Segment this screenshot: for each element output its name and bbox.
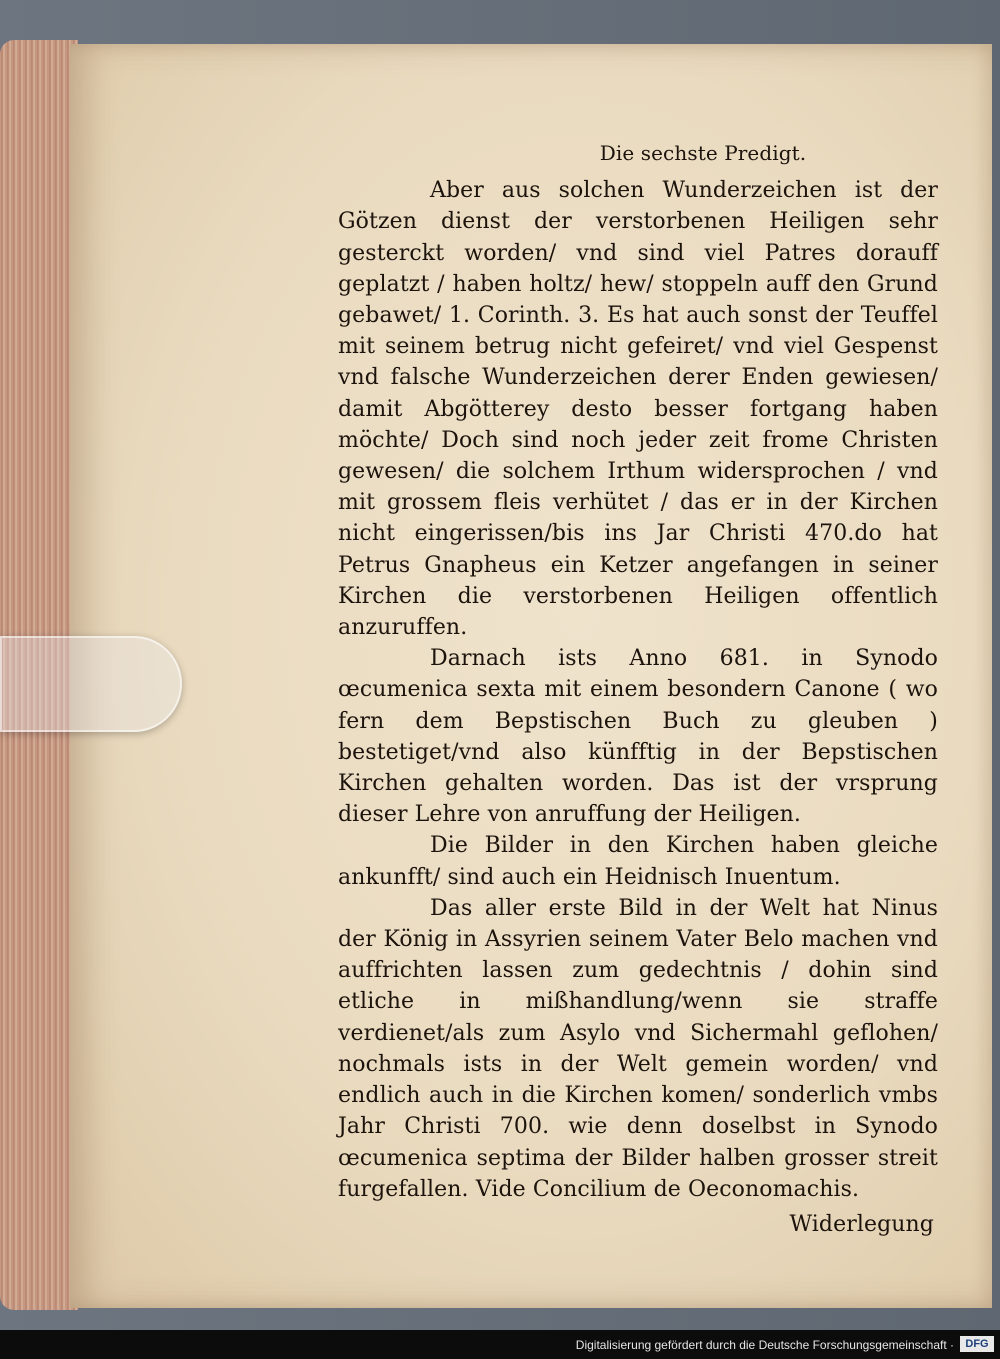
paragraph-4: Das aller erste Bild in der Welt hat Ninus der König in Assyrien seinem Vater Belo machen vnd auffrichten lassen zum gedechtnis / dohin sind etliche in mißhandlung/wenn sie straffe verdienet/als zum Asylo vnd Sichermahl geflohen/ nochmals ists in der Welt gemein worden/ vnd endlich auch in die Kirchen komen/ sonderlich vmbs Jahr Christi 700. wie denn doselbst in Synodo œcumenica septima der Bilder halben grosser streit furgefallen. Vide Concilium de Oeconomachis. (338, 895, 938, 1202)
paragraph-1: Aber aus solchen Wunderzeichen ist der Götzen dienst der verstorbenen Heiligen sehr gesterckt worden/ vnd sind viel Patres dorauff geplatzt / haben holtz/ hew/ stoppeln auff den Grund gebawet/ 1. Corinth. 3. Es hat auch sonst der Teuffel mit seinem betrug nicht gefeiret/ vnd viel Gespenst vnd falsche Wunderzeichen derer Enden gewiesen/ damit Abgötterey desto besser fortgang haben möchte/ Doch sind noch jeder zeit frome Christen gewesen/ die solchem Irthum widersprochen / vnd mit grossem fleis verhütet / das er in der Kirchen nicht eingerissen/bis ins Jar Christi 470.do hat Petrus Gnapheus ein Ketzer angefangen in seiner Kirchen die verstorbenen Heiligen offentlich anzuruffen. (338, 178, 938, 641)
page-text (338, 138, 938, 1240)
page-clip (0, 636, 182, 732)
footer-bar (0, 1330, 1000, 1359)
footer-credit: Digitalisierung gefördert durch die Deutsche Forschungsgemeinschaft · (575, 1338, 954, 1352)
paragraph-2: Darnach ists Anno 681. in Synodo œcumenica sexta mit einem besondern Canone ( wo fern dem Bepstischen Buch zu gleuben ) bestetiget/vnd also künfftig in der Bepstischen Kirchen gehalten worden. Das ist der vrsprung dieser Lehre von anruffung der Heiligen. (338, 646, 938, 828)
running-header: Die sechste Predigt. (599, 141, 807, 165)
paragraph-3: Die Bilder in den Kirchen haben gleiche ankunfft/ sind auch ein Heidnisch Inuentum. (338, 833, 938, 890)
catchword: Widerlegung (789, 1211, 934, 1237)
dfg-logo: DFG (960, 1336, 994, 1352)
